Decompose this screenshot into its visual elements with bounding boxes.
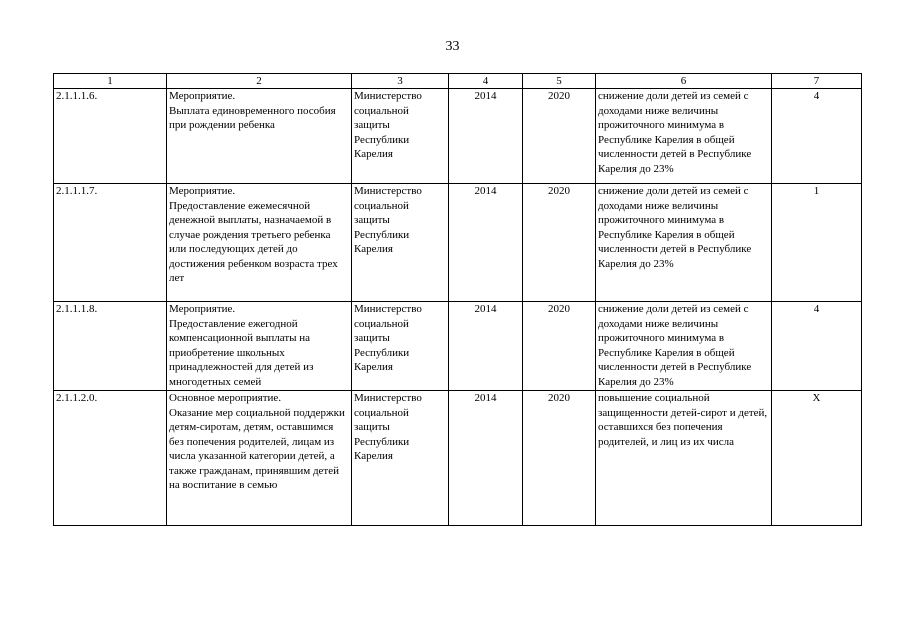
row-end-year: 2020 (523, 391, 596, 526)
row-end-year: 2020 (523, 302, 596, 391)
row-event: Мероприятие. Предоставление ежемесячной денежной выплаты, назначаемой в случае рождения третьего ребенка или последующих детей до достижения ребенком возраста трех лет (167, 184, 352, 302)
page-number: 33 (445, 39, 460, 54)
column-number-3: 3 (352, 74, 449, 89)
row-code: 2.1.1.1.7. (54, 184, 167, 302)
row-indicator: 1 (772, 184, 862, 302)
row-code: 2.1.1.1.8. (54, 302, 167, 391)
column-number-1: 1 (54, 74, 167, 89)
row-indicator: 4 (772, 302, 862, 391)
program-table (53, 73, 862, 526)
row-start-year: 2014 (449, 89, 523, 184)
row-executor: Министерство социальной защиты Республики Карелия (352, 391, 449, 526)
column-number-4: 4 (449, 74, 523, 89)
row-code: 2.1.1.2.0. (54, 391, 167, 526)
row-result: повышение социальной защищенности детей-сирот и детей, оставшихся без попечения родителей, и лиц из их числа (596, 391, 772, 526)
column-number-5: 5 (523, 74, 596, 89)
table-row (54, 89, 862, 184)
row-indicator: 4 (772, 89, 862, 184)
row-event: Мероприятие. Предоставление ежегодной компенсационной выплаты на приобретение школьных принадлежностей для детей из многодетных семей (167, 302, 352, 391)
row-end-year: 2020 (523, 89, 596, 184)
row-end-year: 2020 (523, 184, 596, 302)
row-executor: Министерство социальной защиты Республики Карелия (352, 184, 449, 302)
row-executor: Министерство социальной защиты Республики Карелия (352, 89, 449, 184)
row-start-year: 2014 (449, 184, 523, 302)
column-number-7: 7 (772, 74, 862, 89)
row-start-year: 2014 (449, 302, 523, 391)
row-result: снижение доли детей из семей с доходами ниже величины прожиточного минимума в Республике Карелия в общей численности детей в Республике Карелия до 23% (596, 89, 772, 184)
row-indicator: Х (772, 391, 862, 526)
row-event: Мероприятие. Выплата единовременного пособия при рождении ребенка (167, 89, 352, 184)
table-row (54, 184, 862, 302)
column-number-row (54, 74, 862, 89)
column-number-6: 6 (596, 74, 772, 89)
table-row (54, 391, 862, 526)
table-row (54, 302, 862, 391)
row-start-year: 2014 (449, 391, 523, 526)
row-event: Основное мероприятие. Оказание мер социальной поддержки детям-сиротам, детям, оставшимся без попечения родителей, лицам из числа указанной категории детей, а также гражданам, принявшим детей на воспитание в семью (167, 391, 352, 526)
row-result: снижение доли детей из семей с доходами ниже величины прожиточного минимума в Республике Карелия в общей численности детей в Республике Карелия до 23% (596, 184, 772, 302)
row-executor: Министерство социальной защиты Республики Карелия (352, 302, 449, 391)
row-code: 2.1.1.1.6. (54, 89, 167, 184)
column-number-2: 2 (167, 74, 352, 89)
row-result: снижение доли детей из семей с доходами ниже величины прожиточного минимума в Республике Карелия в общей численности детей в Республике Карелия до 23% (596, 302, 772, 391)
